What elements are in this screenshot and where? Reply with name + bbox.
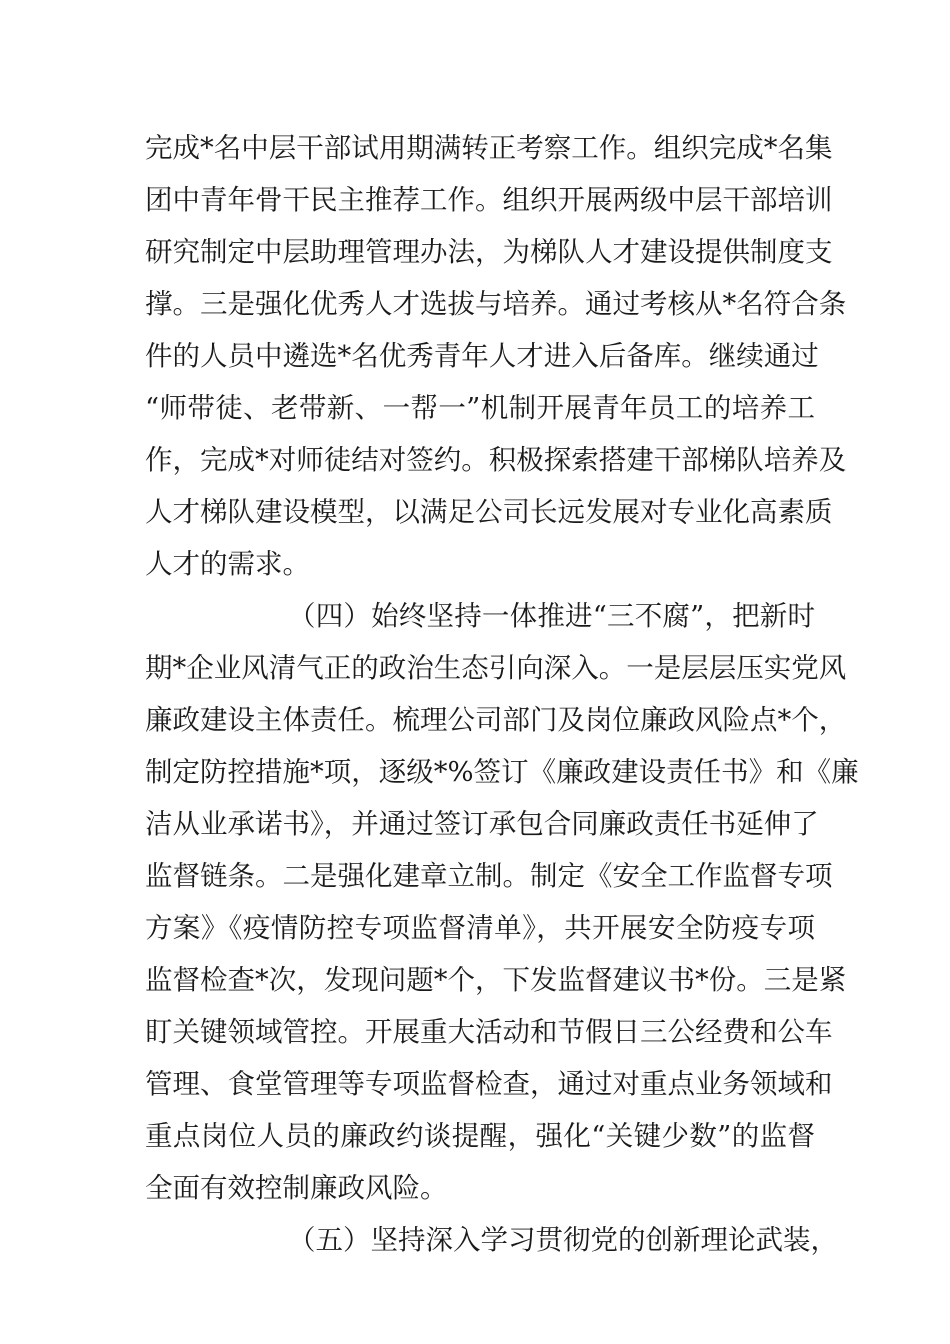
body-text-line: 制定防控措施*项，逐级*%签订《廉政建设责任书》和《廉: [145, 756, 859, 788]
paragraph-end-line: 全面有效控制廉政风险。: [145, 1172, 448, 1204]
body-text-line: 期*企业风清气正的政治生态引向深入。一是层层压实党风: [145, 652, 847, 684]
body-text-line: 监督链条。二是强化建章立制。制定《安全工作监督专项: [145, 860, 833, 892]
body-text-line: 廉政建设主体责任。梳理公司部门及岗位廉政风险点*个，: [145, 704, 847, 736]
body-text-line: 团中青年骨干民主推荐工作。组织开展两级中层干部培训: [145, 184, 833, 216]
body-text-line: 撑。三是强化优秀人才选拔与培养。通过考核从*名符合条: [145, 288, 847, 320]
body-text-line: 监督检查*次，发现问题*个，下发监督建议书*份。三是紧: [145, 964, 847, 996]
body-text-line: 洁从业承诺书》，并通过签订承包合同廉政责任书延伸了: [145, 808, 819, 840]
body-text-line: 管理、食堂管理等专项监督检查，通过对重点业务领域和: [145, 1068, 833, 1100]
body-text-line: 重点岗位人员的廉政约谈提醒，强化“关键少数”的监督: [145, 1120, 815, 1152]
body-text-line: 作，完成*对师徒结对签约。积极探索搭建干部梯队培养及: [145, 444, 847, 476]
body-text-line: 完成*名中层干部试用期满转正考察工作。组织完成*名集: [145, 132, 833, 164]
body-text-line: 方案》《疫情防控专项监督清单》，共开展安全防疫专项: [145, 912, 815, 944]
body-text-line: 盯关键领域管控。开展重大活动和节假日三公经费和公车: [145, 1016, 833, 1048]
body-text-line: “师带徒、老带新、一帮一”机制开展青年员工的培养工: [145, 392, 815, 424]
section-heading-four: （四）始终坚持一体推进“三不腐”，把新时: [288, 600, 815, 632]
body-text-line: 人才梯队建设模型，以满足公司长远发展对专业化高素质: [145, 496, 833, 528]
section-heading-five: （五）坚持深入学习贯彻党的创新理论武装，: [288, 1224, 838, 1256]
body-text-line: 研究制定中层助理管理办法，为梯队人才建设提供制度支: [145, 236, 833, 268]
body-text-line: 件的人员中遴选*名优秀青年人才进入后备库。继续通过: [145, 340, 819, 372]
paragraph-end-line: 人才的需求。: [145, 548, 310, 580]
